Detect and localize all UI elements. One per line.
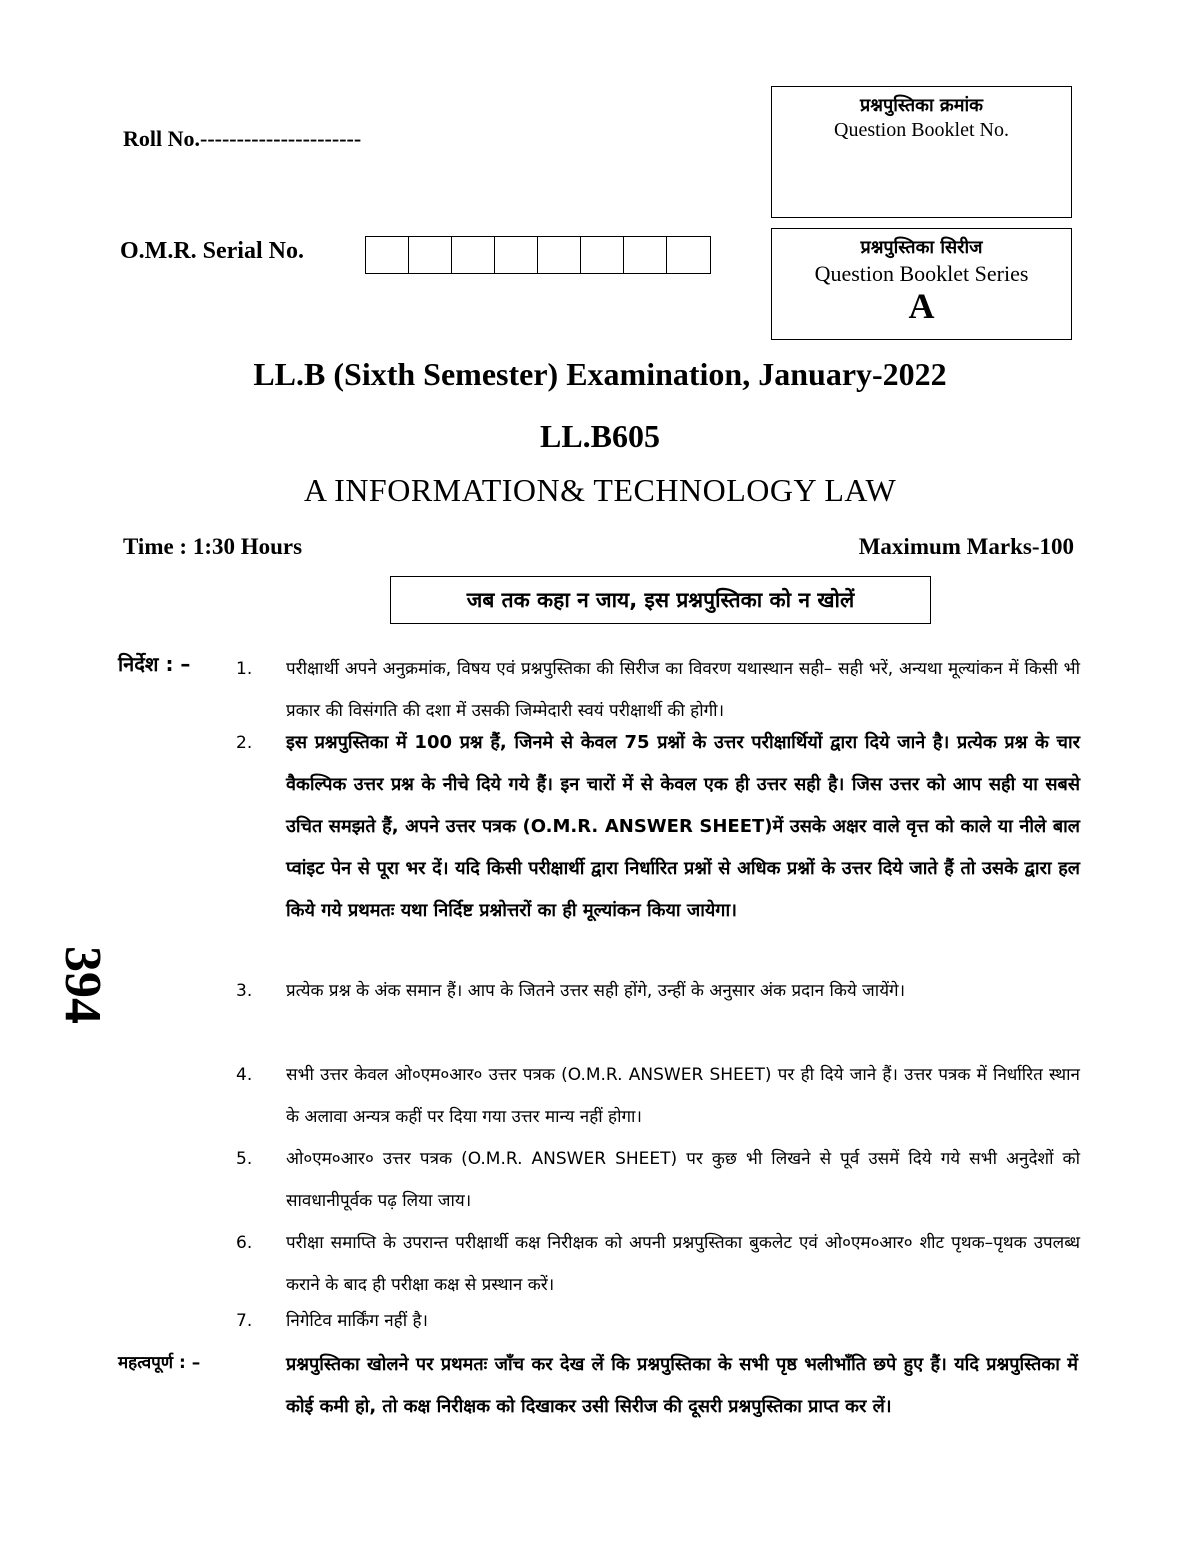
- omr-digit-box: [581, 237, 624, 273]
- instruction-text: इस प्रश्नपुस्तिका में 100 प्रश्न हैं, जिनमे से केवल 75 प्रश्नों के उत्तर परीक्षार्थियों द्वारा दिये जाने है। प्रत्येक प्रश्न के चार वैकल्पिक उत्तर प्रश्न के नीचे दिये गये हैं। इन चारों में से केवल एक ही उत्तर सही है। जिस उत्तर को आप सही या सबसे उचित समझते हैं, अपने उत्तर पत्रक (O.M.R. ANSWER SHEET)में उसके अक्षर वाले वृत्त को काले या नीले बाल प्वांइट पेन से पूरा भर दें। यदि किसी परीक्षार्थी द्वारा निर्धारित प्रश्नों से अधिक प्रश्नों के उत्तर दिये जाते हैं तो उसके द्वारा हल किये गये प्रथमतः यथा निर्दिष्ट प्रश्नोत्तरों का ही मूल्यांकन किया जायेगा।: [286, 732, 1080, 921]
- exam-time: Time : 1:30 Hours: [123, 534, 303, 559]
- instruction-number: 3.: [236, 981, 253, 1001]
- exam-subject: A INFORMATION& TECHNOLOGY LAW: [303, 472, 897, 508]
- important-heading: महत्वपूर्ण : –: [118, 1353, 201, 1373]
- instruction-number: 2.: [236, 733, 253, 753]
- instruction-item: [236, 722, 1080, 932]
- exam-title: LL.B (Sixth Semester) Examination, January-2022: [253, 356, 947, 392]
- instruction-text: परीक्षार्थी अपने अनुक्रमांक, विषय एवं प्रश्नपुस्तिका की सिरीज का विवरण यथास्थान सही– सही भरें, अन्यथा मूल्यांकन में किसी भी प्रकार की विसंगति की दशा में उसकी जिम्मेदारी स्वयं परीक्षार्थी की होगी।: [286, 659, 1080, 721]
- instruction-number: 1.: [236, 659, 253, 679]
- booklet-series-value: A: [908, 286, 935, 326]
- omr-digit-box: [495, 237, 538, 273]
- question-booklet-series-box: [771, 228, 1072, 340]
- instruction-item: [236, 648, 1080, 732]
- omr-digit-box: [366, 237, 409, 273]
- instructions-heading: निर्देश : –: [118, 652, 191, 676]
- omr-digit-box: [667, 237, 710, 273]
- exam-code: LL.B605: [539, 418, 661, 454]
- instruction-item: [236, 1138, 1080, 1222]
- instruction-number: 5.: [236, 1149, 253, 1169]
- instruction-text: परीक्षा समाप्ति के उपरान्त परीक्षार्थी कक्ष निरीक्षक को अपनी प्रश्नपुस्तिका बुकलेट एवं ओ०एम०आर० शीट पृथक–पृथक उपलब्ध कराने के बाद ही परीक्षा कक्ष से प्रस्थान करें।: [286, 1233, 1080, 1295]
- instruction-text: सभी उत्तर केवल ओ०एम०आर० उत्तर पत्रक (O.M.R. ANSWER SHEET) पर ही दिये जाने हैं। उत्तर पत्रक में निर्धारित स्थान के अलावा अन्यत्र कहीं पर दिया गया उत्तर मान्य नहीं होगा।: [286, 1065, 1080, 1127]
- omr-serial-boxes: [365, 236, 711, 274]
- omr-digit-box: [409, 237, 452, 273]
- do-not-open-notice: जब तक कहा न जाय, इस प्रश्नपुस्तिका को न खोलें: [390, 576, 931, 624]
- instruction-number: 6.: [236, 1233, 253, 1253]
- booklet-number-label: Question Booklet No.: [834, 119, 1009, 141]
- instruction-number: 4.: [236, 1065, 253, 1085]
- question-booklet-number-box: [771, 86, 1072, 218]
- booklet-number-hindi-label: प्रश्नपुस्तिका क्रमांक: [860, 95, 983, 116]
- instruction-item: [236, 970, 1080, 1012]
- instruction-text: निगेटिव मार्किंग नहीं है।: [286, 1311, 428, 1331]
- omr-serial-label: O.M.R. Serial No.: [120, 238, 304, 264]
- important-text: प्रश्नपुस्तिका खोलने पर प्रथमतः जाँच कर देख लें कि प्रश्नपुस्तिका के सभी पृष्ठ भलीभाँति छपे हुए हैं। यदि प्रश्नपुस्तिका में कोई कमी हो, तो कक्ष निरीक्षक को दिखाकर उसी सिरीज की दूसरी प्रश्नपुस्तिका प्राप्त कर लें।: [286, 1354, 1078, 1417]
- instruction-item: [236, 1300, 1080, 1342]
- omr-digit-box: [452, 237, 495, 273]
- instruction-text: ओ०एम०आर० उत्तर पत्रक (O.M.R. ANSWER SHEET) पर कुछ भी लिखने से पूर्व उसमें दिये गये सभी अनुदेशों को सावधानीपूर्वक पढ़ लिया जाय।: [286, 1149, 1080, 1211]
- omr-digit-box: [624, 237, 667, 273]
- instruction-item: [236, 1054, 1080, 1138]
- omr-digit-box: [538, 237, 581, 273]
- instruction-item: [236, 1222, 1080, 1306]
- booklet-series-hindi-label: प्रश्नपुस्तिका सिरीज: [860, 237, 983, 258]
- instruction-text: प्रत्येक प्रश्न के अंक समान हैं। आप के जितने उत्तर सही होंगे, उन्हीं के अनुसार अंक प्रदान किये जायेंगे।: [286, 981, 906, 1001]
- booklet-series-label: Question Booklet Series: [814, 261, 1029, 286]
- instruction-number: 7.: [236, 1311, 253, 1331]
- exam-max-marks: Maximum Marks-100: [858, 534, 1074, 559]
- roll-number-field: Roll No.----------------------: [123, 126, 362, 151]
- side-serial-number: 394: [54, 946, 111, 1024]
